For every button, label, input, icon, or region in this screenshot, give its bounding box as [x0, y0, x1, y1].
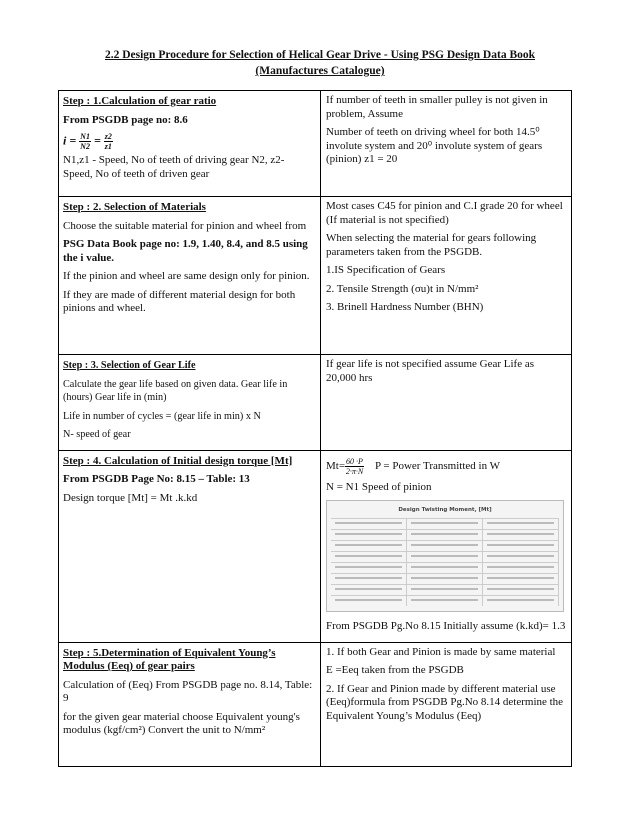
torque-formula: Mt= $\frac{60 \cdot P}{2\cdot\pi\cdot N}$ P = Power Transmitted in W: [326, 456, 501, 476]
body-text: Calculate the gear life based on given data. Gear life in (hours) Gear life in (min): [63, 378, 288, 403]
right-cell: [321, 450, 572, 642]
body-text: N- speed of gear: [63, 429, 131, 440]
table-row: [59, 642, 572, 766]
body-text: 2. If Gear and Pinion made by different material use (Eeq)formula from PSGDB Pg.No 8.14 determine the Equivalent Young’s Modulus (Eeq): [326, 682, 564, 722]
heading-line-1: 2.2 Design Procedure for Selection of Helical Gear Drive - Using PSG Design Data Book: [104, 49, 536, 61]
reference-text: From PSGDB page no: 8.6: [63, 113, 188, 126]
table-row: [59, 450, 572, 642]
body-text: Calculation of (Eeq) From PSGDB page no. 8.14, Table: 9: [63, 678, 313, 704]
step-title: Step : 3. Selection of Gear Life: [63, 360, 196, 371]
body-text: 2. Tensile Strength (σu)t in N/mm²: [326, 282, 479, 295]
body-text: 3. Brinell Hardness Number (BHN): [326, 301, 484, 313]
body-text: 1. If both Gear and Pinion is made by same material: [326, 645, 556, 658]
body-text: N1,z1 - Speed, No of teeth of driving gear N2, z2-: [63, 154, 285, 166]
right-cell: [321, 197, 572, 355]
heading-line-2: (Manufactures Catalogue): [255, 65, 385, 77]
reference-text: From PSGDB Page No: 8.15 – Table: 13: [63, 473, 250, 485]
table-row: [59, 91, 572, 197]
right-cell: [321, 91, 572, 197]
step-title: Step : 4. Calculation of Initial design torque [Mt]: [63, 454, 293, 467]
left-cell: [59, 450, 321, 642]
left-cell: [59, 642, 321, 766]
right-cell: [321, 355, 572, 451]
step-title: Step : 5.Determination of Equivalent Young’s Modulus (Eeq) of gear pairs: [63, 646, 276, 672]
step-title: Step : 1.Calculation of gear ratio: [63, 95, 217, 107]
body-text: If the pinion and wheel are same design only for pinion.: [63, 270, 310, 282]
step-title: Step : 2. Selection of Materials: [63, 201, 206, 213]
document-heading: [60, 47, 580, 79]
body-text: If gear life is not specified assume Gear Life as 20,000 hrs: [326, 358, 534, 384]
body-text: E =Eeq taken from the PSGDB: [326, 664, 464, 676]
left-cell: [59, 91, 321, 197]
body-text: N = N1 Speed of pinion: [326, 480, 432, 493]
body-text: for the given gear material choose Equivalent young's modulus (kgf/cm²) Convert the unit to N/mm²: [63, 710, 300, 736]
gear-ratio-formula: i = $\frac{N1}{N2}$ = $\frac{z2}{z1}$: [63, 132, 112, 151]
body-text: 1.IS Specification of Gears: [326, 264, 446, 276]
body-text: Speed, No of teeth of driven gear: [63, 167, 210, 180]
body-text: Number of teeth on driving wheel for both 14.5⁰ involute system and 20⁰ involute system of gears (pinion) z1 = 20: [326, 126, 543, 165]
design-procedure-table: [58, 90, 572, 767]
design-twisting-moment-table-image: Design Twisting Moment, [Mt]: [326, 500, 564, 612]
body-text: When selecting the material for gears following parameters taken from the PSGDB.: [326, 232, 537, 258]
left-cell: [59, 355, 321, 451]
right-cell: [321, 642, 572, 766]
body-text: Most cases C45 for pinion and C.I grade 20 for wheel (If material is not specified): [326, 200, 563, 226]
body-text: Choose the suitable material for pinion and wheel from: [63, 219, 307, 232]
table-row: [59, 355, 572, 451]
left-cell: [59, 197, 321, 355]
body-text: From PSGDB Pg.No 8.15 Initially assume (k.kd)= 1.3: [326, 620, 566, 632]
body-text: Design torque [Mt] = Mt .k.kd: [63, 491, 198, 504]
body-text: Life in number of cycles = (gear life in min) x N: [63, 410, 261, 422]
body-text: If they are made of different material design for both pinions and wheel.: [63, 288, 296, 314]
body-text: If number of teeth in smaller pulley is not given in problem, Assume: [326, 94, 548, 120]
table-row: [59, 197, 572, 355]
reference-text: PSG Data Book page no: 1.9, 1.40, 8.4, and 8.5 using the i value.: [63, 238, 308, 264]
